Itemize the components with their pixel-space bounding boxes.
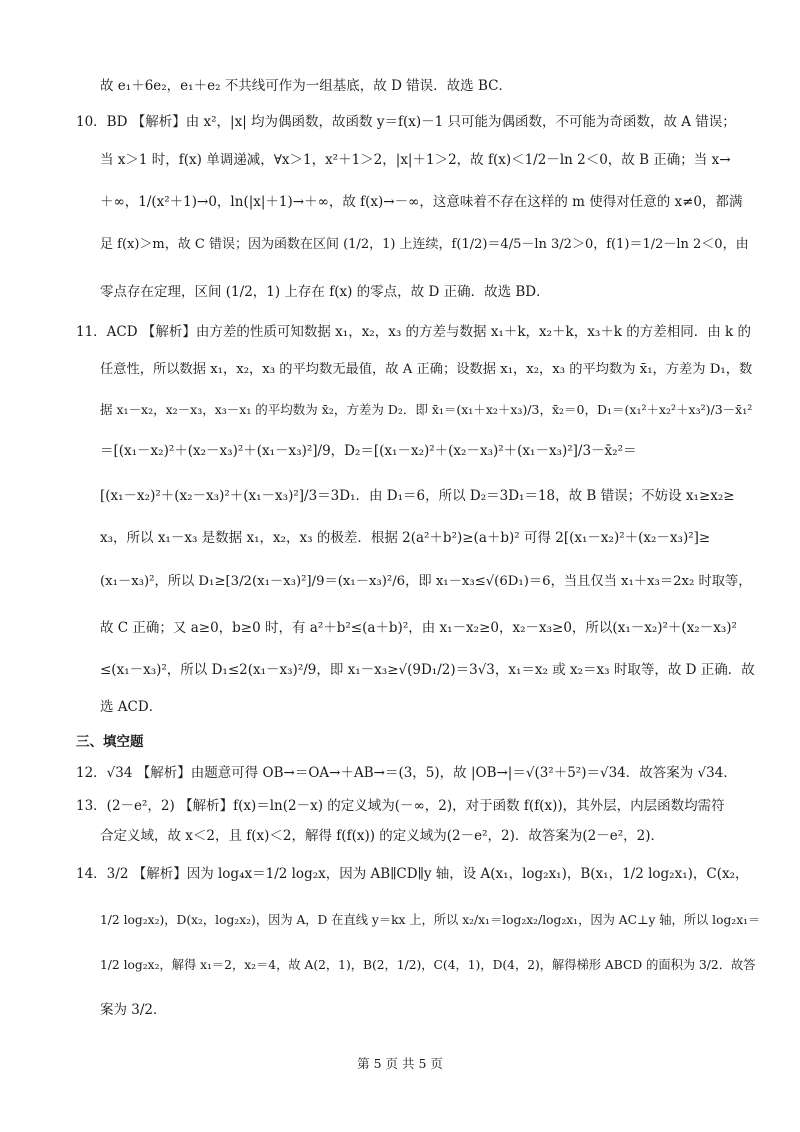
section-heading: 三、填空题 bbox=[76, 734, 144, 750]
text-line: ＋∞，1/(x²＋1)→0，ln(|x|＋1)→＋∞，故 f(x)→－∞，这意味着不存在这样的 m 使得对任意的 x≠0，都满 bbox=[100, 194, 743, 210]
text-line: (x₁－x₃)²，所以 D₁≥[3/2(x₁－x₃)²]/9＝(x₁－x₃)²/6，即 x₁－x₃≤√(6D₁)＝6，当且仅当 x₁＋x₃＝2x₂ 时取等， bbox=[100, 574, 752, 589]
text-line: 14．3/2 【解析】因为 log₄x＝1/2 log₂x，因为 AB∥CD∥y 轴，设 A(x₁，log₂x₁)，B(x₁，1/2 log₂x₁)，C(x₂， bbox=[76, 866, 749, 882]
text-line: ≤(x₁－x₃)²，所以 D₁≤2(x₁－x₃)²/9，即 x₁－x₃≥√(9D₁/2)＝3√3，x₁＝x₂ 或 x₂＝x₃ 时取等，故 D 正确．故 bbox=[100, 662, 755, 678]
text-line: 故 e₁＋6e₂，e₁＋e₂ 不共线可作为一组基底，故 D 错误．故选 BC． bbox=[100, 78, 512, 94]
text-line: 据 x₁－x₂，x₂－x₃，x₃－x₁ 的平均数为 x̄₂，方差为 D₂．即 x̄₁＝(x₁＋x₂＋x₃)/3，x̄₂＝0，D₁＝(x₁²＋x₂²＋x₃²)/3－x̄₁² bbox=[100, 402, 753, 417]
text-line: 故 C 正确；又 a≥0，b≥0 时，有 a²＋b²≤(a＋b)²，由 x₁－x₂≥0，x₂－x₃≥0，所以(x₁－x₂)²＋(x₂－x₃)² bbox=[100, 620, 737, 636]
text-line: 合定义域，故 x＜2，且 f(x)＜2，解得 f(f(x)) 的定义域为(2－e²，2)．故答案为(2－e²，2)． bbox=[100, 828, 664, 844]
text-line: 选 ACD． bbox=[100, 699, 163, 715]
text-line: 12．√34 【解析】由题意可得 OB→＝OA→＋AB→＝(3，5)，故 |OB→|＝√(3²＋5²)＝√34．故答案为 √34． bbox=[76, 765, 737, 781]
text-line: 案为 3/2． bbox=[100, 1002, 167, 1018]
text-line: 任意性，所以数据 x₁，x₂，x₃ 的平均数无最值，故 A 正确；设数据 x₁，x₂，x₃ 的平均数为 x̄₁，方差为 D₁，数 bbox=[100, 362, 753, 377]
page-footer: 第 5 页 共 5 页 bbox=[357, 1056, 443, 1071]
text-line: 11．ACD 【解析】由方差的性质可知数据 x₁，x₂，x₃ 的方差与数据 x₁＋k，x₂＋k，x₃＋k 的方差相同．由 k 的 bbox=[76, 324, 751, 340]
text-line: ＝[(x₁－x₂)²＋(x₂－x₃)²＋(x₁－x₃)²]/9，D₂＝[(x₁－x₂)²＋(x₂－x₃)²＋(x₁－x₃)²]/3－x̄₂²＝ bbox=[100, 443, 637, 459]
text-line: 1/2 log₂x₂)，D(x₂，log₂x₂)，因为 A，D 在直线 y＝kx 上，所以 x₂/x₁＝log₂x₂/log₂x₁，因为 AC⊥y 轴，所以 log₂x₁＝ bbox=[100, 913, 761, 927]
text-line: [(x₁－x₂)²＋(x₂－x₃)²＋(x₁－x₃)²]/3＝3D₁．由 D₁＝6，所以 D₂＝3D₁＝18，故 B 错误；不妨设 x₁≥x₂≥ bbox=[100, 488, 735, 504]
text-line: 足 f(x)＞m，故 C 错误；因为函数在区间 (1/2，1) 上连续，f(1/2)＝4/5－ln 3/2＞0，f(1)＝1/2－ln 2＜0，由 bbox=[100, 237, 749, 252]
text-line: 1/2 log₂x₂，解得 x₁＝2，x₂＝4，故 A(2，1)，B(2，1/2)，C(4，1)，D(4，2)，解得梯形 ABCD 的面积为 3/2．故答 bbox=[100, 958, 756, 972]
text-line: 零点存在定理，区间 (1/2，1) 上存在 f(x) 的零点，故 D 正确．故选 BD． bbox=[100, 284, 550, 300]
text-line: x₃，所以 x₁－x₃ 是数据 x₁，x₂，x₃ 的极差．根据 2(a²＋b²)≥(a＋b)² 可得 2[(x₁－x₂)²＋(x₂－x₃)²]≥ bbox=[100, 530, 711, 546]
text-line: 当 x＞1 时，f(x) 单调递减，∀x＞1，x²＋1＞2，|x|＋1＞2，故 f(x)＜1/2－ln 2＜0，故 B 正确；当 x→ bbox=[100, 152, 731, 168]
text-line: 13．(2－e²，2) 【解析】f(x)＝ln(2－x) 的定义域为(－∞，2)，对于函数 f(f(x))，其外层，内层函数均需符 bbox=[76, 798, 725, 814]
text-line: 10．BD 【解析】由 x²，|x| 均为偶函数，故函数 y＝f(x)－1 只可能为偶函数，不可能为奇函数，故 A 错误； bbox=[76, 114, 736, 130]
